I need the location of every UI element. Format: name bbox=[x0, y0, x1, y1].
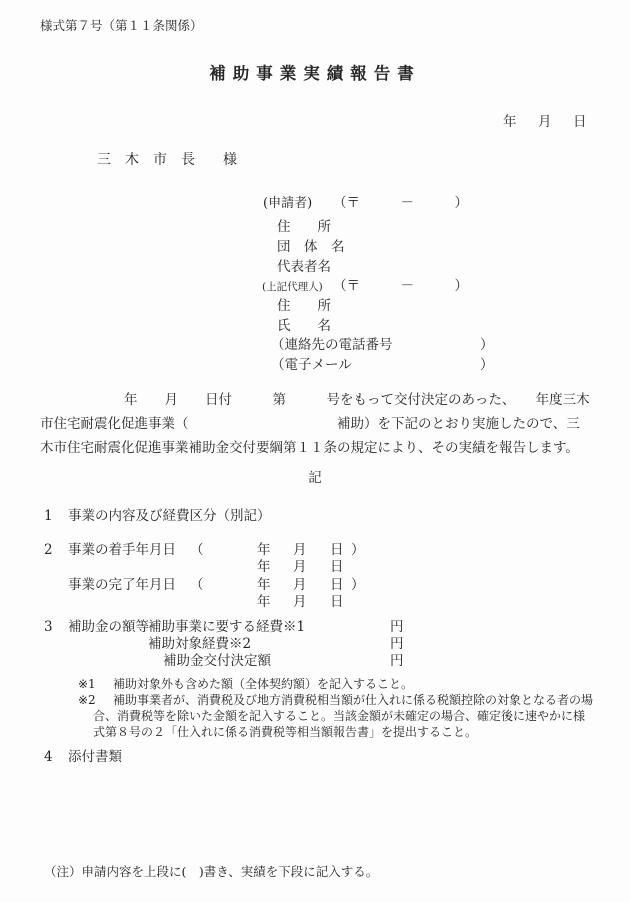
day-label: 日 bbox=[330, 594, 344, 610]
month-label: 月 bbox=[293, 594, 307, 610]
eligible-expense-label: 補助対象経費※2 bbox=[148, 636, 252, 652]
yen-unit-label: 円 bbox=[390, 653, 404, 669]
open-paren: （ bbox=[190, 542, 204, 558]
item-2-row-2 bbox=[0, 559, 630, 577]
item-4-number: 4 bbox=[44, 749, 53, 765]
day-label: 日 bbox=[330, 577, 344, 593]
email-field-close-paren: ） bbox=[480, 357, 494, 373]
month-label: 月 bbox=[293, 577, 307, 593]
email-field-label: （電子メール bbox=[271, 357, 352, 373]
footnote-2-marker: ※2 bbox=[78, 693, 96, 707]
yen-unit-label: 円 bbox=[390, 619, 404, 635]
item-4-text: 添付書類 bbox=[68, 749, 122, 765]
item-3-row-1 bbox=[0, 619, 630, 637]
agent-label: (上記代理人) bbox=[262, 281, 323, 293]
footnote-2-line-3 bbox=[0, 725, 630, 743]
phone-field-close-paren: ） bbox=[480, 337, 494, 353]
applicant-address-label: 住 所 bbox=[277, 219, 331, 235]
item-2-row-4 bbox=[0, 594, 630, 612]
item-1-text: 事業の内容及び経費区分（別記） bbox=[68, 508, 271, 524]
start-date-label: 事業の着手年月日 bbox=[68, 542, 176, 558]
grant-decision-amount-label: 補助金交付決定額 bbox=[163, 653, 271, 669]
item-3-number: 3 bbox=[44, 619, 53, 635]
date-year-label: 年 bbox=[503, 114, 517, 130]
item-3-label: 補助金の額等 bbox=[68, 619, 149, 635]
agent-postal-field: （〒 － ） bbox=[333, 278, 468, 294]
agent-address-label: 住 所 bbox=[277, 298, 331, 314]
year-label: 年 bbox=[257, 577, 271, 593]
project-expense-label: 補助事業に要する経費※1 bbox=[148, 619, 306, 635]
agent-name-label: 氏 名 bbox=[277, 318, 331, 334]
month-label: 月 bbox=[293, 542, 307, 558]
body-line-2: 市住宅耐震化促進事業（ 補助）を下記のとおり実施したので、三 bbox=[40, 416, 580, 432]
phone-field-label: （連絡先の電話番号 bbox=[271, 337, 393, 353]
item-1 bbox=[0, 508, 630, 526]
yen-unit-label: 円 bbox=[390, 636, 404, 652]
footnote-1-text: 補助対象外も含めた額（全体契約額）を記入すること。 bbox=[113, 677, 414, 691]
date-month-label: 月 bbox=[538, 114, 552, 130]
year-label: 年 bbox=[257, 559, 271, 575]
close-paren: ） bbox=[351, 542, 365, 558]
open-paren: （ bbox=[190, 577, 204, 593]
applicant-group-name-label: 団 体 名 bbox=[277, 239, 345, 255]
form-number: 様式第７号（第１１条関係） bbox=[40, 18, 203, 33]
day-label: 日 bbox=[330, 542, 344, 558]
applicant-representative-label: 代表者名 bbox=[277, 259, 331, 275]
month-label: 月 bbox=[293, 559, 307, 575]
close-paren: ） bbox=[351, 577, 365, 593]
year-label: 年 bbox=[257, 542, 271, 558]
applicant-label: (申請者) bbox=[263, 196, 313, 211]
document-title: 補助事業実績報告書 bbox=[209, 64, 421, 83]
item-2-row-3 bbox=[0, 577, 630, 595]
addressee: 三 木 市 長 様 bbox=[97, 152, 237, 168]
item-3-row-2 bbox=[0, 636, 630, 654]
applicant-postal-field: （〒 － ） bbox=[333, 195, 468, 211]
year-label: 年 bbox=[257, 594, 271, 610]
ki-separator: 記 bbox=[308, 470, 322, 486]
body-line-3: 木市住宅耐震化促進事業補助金交付要綱第１１条の規定により、その実績を報告します。 bbox=[40, 440, 579, 456]
item-4 bbox=[0, 749, 630, 767]
footer-note: （注）申請内容を上段に( )書き、実績を下段に記入する。 bbox=[44, 864, 379, 879]
footnote-2-text: 合、消費税等を除いた金額を記入すること。当該金額が未確定の場合、確定後に速やかに様 bbox=[93, 709, 586, 723]
day-label: 日 bbox=[330, 559, 344, 575]
item-2-number: 2 bbox=[44, 542, 53, 558]
item-2-row-1 bbox=[0, 542, 630, 560]
item-1-number: 1 bbox=[44, 508, 53, 524]
body-line-1: 年 月 日付 第 号をもって交付決定のあった、 年度三木 bbox=[124, 392, 590, 408]
item-3-row-3 bbox=[0, 653, 630, 671]
completion-date-label: 事業の完了年月日 bbox=[68, 577, 176, 593]
footnote-2-text: 補助事業者が、消費税及び地方消費税相当額が仕入れに係る税額控除の対象となる者の場 bbox=[113, 693, 594, 707]
footnote-2-text: 式第８号の２「仕入れに係る消費税等相当額報告書」を提出すること。 bbox=[93, 725, 478, 739]
footnote-1-marker: ※1 bbox=[78, 677, 96, 691]
date-day-label: 日 bbox=[573, 114, 587, 130]
